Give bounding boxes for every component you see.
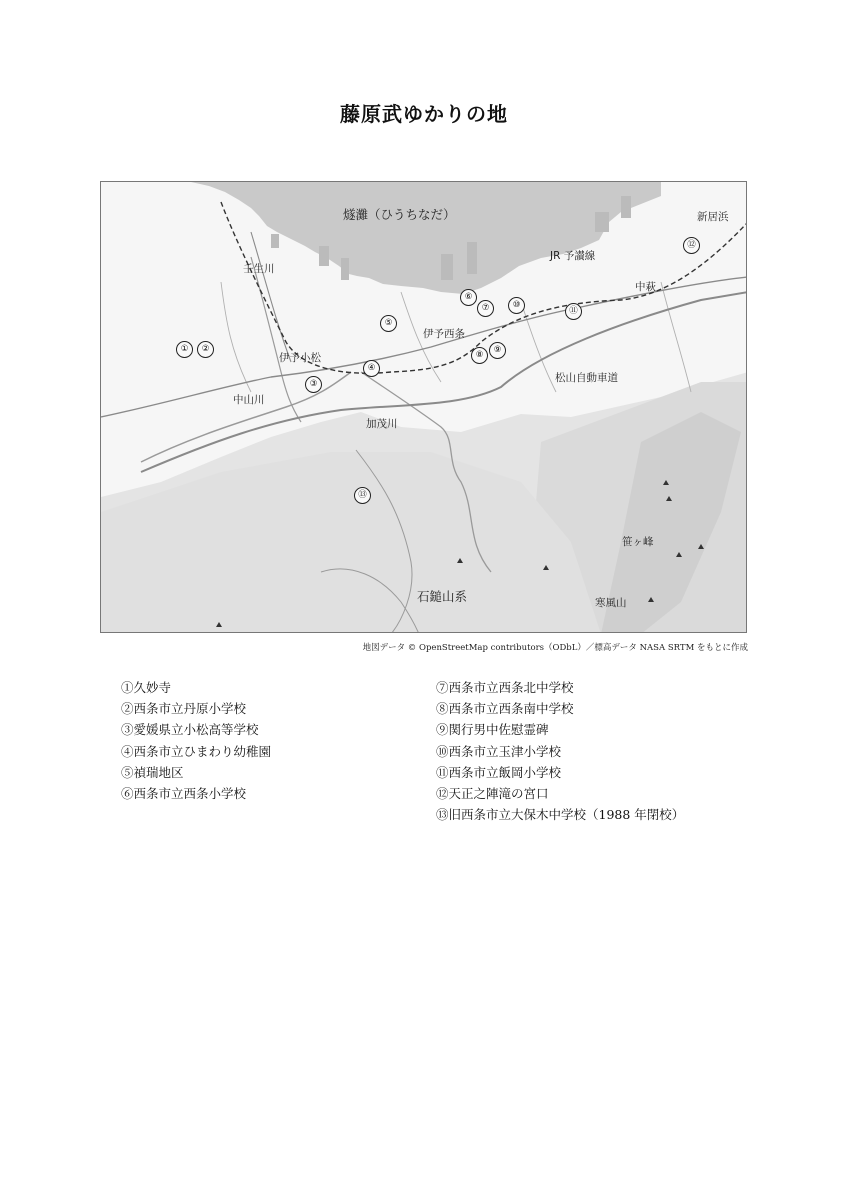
peak-icon [666, 496, 672, 501]
sea-label: 燧灘（ひうちなだ） [343, 207, 456, 222]
marker-13[interactable]: ⑬ [354, 487, 371, 504]
niihama-label: 新居浜 [697, 211, 729, 223]
port-block-3 [341, 258, 349, 280]
kanpuzan-label: 寒風山 [595, 597, 627, 609]
legend-item: ⑫天正之陣滝の宮口 [436, 786, 549, 802]
port-block-1 [271, 234, 279, 248]
legend-item: ⑩西条市立玉津小学校 [436, 743, 562, 759]
nyugawa-label: 壬生川 [243, 263, 275, 275]
marker-10[interactable]: ⑩ [508, 297, 525, 314]
ishizuchi-label: 石鎚山系 [417, 589, 468, 604]
mountain-shade-2 [101, 452, 601, 633]
peak-icon [648, 597, 654, 602]
marker-1[interactable]: ① [176, 341, 193, 358]
jr-line-label: JR 予讃線 [550, 250, 596, 262]
peak-icon [543, 565, 549, 570]
port-block-6 [595, 212, 609, 232]
nakahagi-label: 中萩 [635, 281, 656, 293]
port-block-4 [441, 254, 453, 280]
marker-4[interactable]: ④ [363, 360, 380, 377]
sasagamine-label: 笹ヶ峰 [622, 536, 654, 548]
marker-3[interactable]: ③ [305, 376, 322, 393]
port-block-7 [621, 196, 631, 218]
peak-icon [676, 552, 682, 557]
marker-6[interactable]: ⑥ [460, 289, 477, 306]
map[interactable] [100, 181, 747, 633]
nakayama-river-label: 中山川 [233, 394, 265, 406]
marker-9[interactable]: ⑨ [489, 342, 506, 359]
legend-item: ⑧西条市立西条南中学校 [436, 701, 574, 717]
legend-item: ③愛媛県立小松高等学校 [121, 722, 259, 738]
legend-item: ④西条市立ひまわり幼稚園 [121, 743, 272, 759]
kamo-river-label: 加茂川 [366, 418, 398, 430]
map-background [101, 182, 747, 633]
port-block-2 [319, 246, 329, 266]
legend-right [436, 677, 684, 825]
iyo-komatsu-label: 伊予小松 [279, 352, 321, 364]
peak-icon [663, 480, 669, 485]
marker-8[interactable]: ⑧ [471, 347, 488, 364]
marker-7[interactable]: ⑦ [477, 300, 494, 317]
marker-2[interactable]: ② [197, 341, 214, 358]
map-credit: 地図データ © OpenStreetMap contributors（ODbL）／標高データ NASA SRTM をもとに作成 [362, 643, 748, 653]
legend-item: ⑤禎瑞地区 [121, 764, 184, 780]
legend-item: ⑥西条市立西条小学校 [121, 786, 247, 802]
legend-item: ⑪西条市立飯岡小学校 [436, 764, 562, 780]
marker-12[interactable]: ⑫ [683, 237, 700, 254]
peak-icon [216, 622, 222, 627]
legend-item: ②西条市立丹原小学校 [121, 701, 247, 717]
legend-item: ①久妙寺 [121, 680, 172, 695]
marker-11[interactable]: ⑪ [565, 303, 582, 320]
legend-left [121, 677, 271, 804]
legend-item: ⑬旧西条市立大保木中学校（1988 年閉校） [436, 807, 685, 823]
expressway-label: 松山自動車道 [555, 372, 618, 384]
peak-icon [698, 544, 704, 549]
iyo-saijo-label: 伊予西条 [423, 328, 465, 340]
port-block-5 [467, 242, 477, 274]
legend-item: ⑨関行男中佐慰霊碑 [436, 722, 549, 738]
page-title: 藤原武ゆかりの地 [340, 102, 508, 126]
marker-5[interactable]: ⑤ [380, 315, 397, 332]
peak-icon [457, 558, 463, 563]
legend-item: ⑦西条市立西条北中学校 [436, 680, 574, 695]
